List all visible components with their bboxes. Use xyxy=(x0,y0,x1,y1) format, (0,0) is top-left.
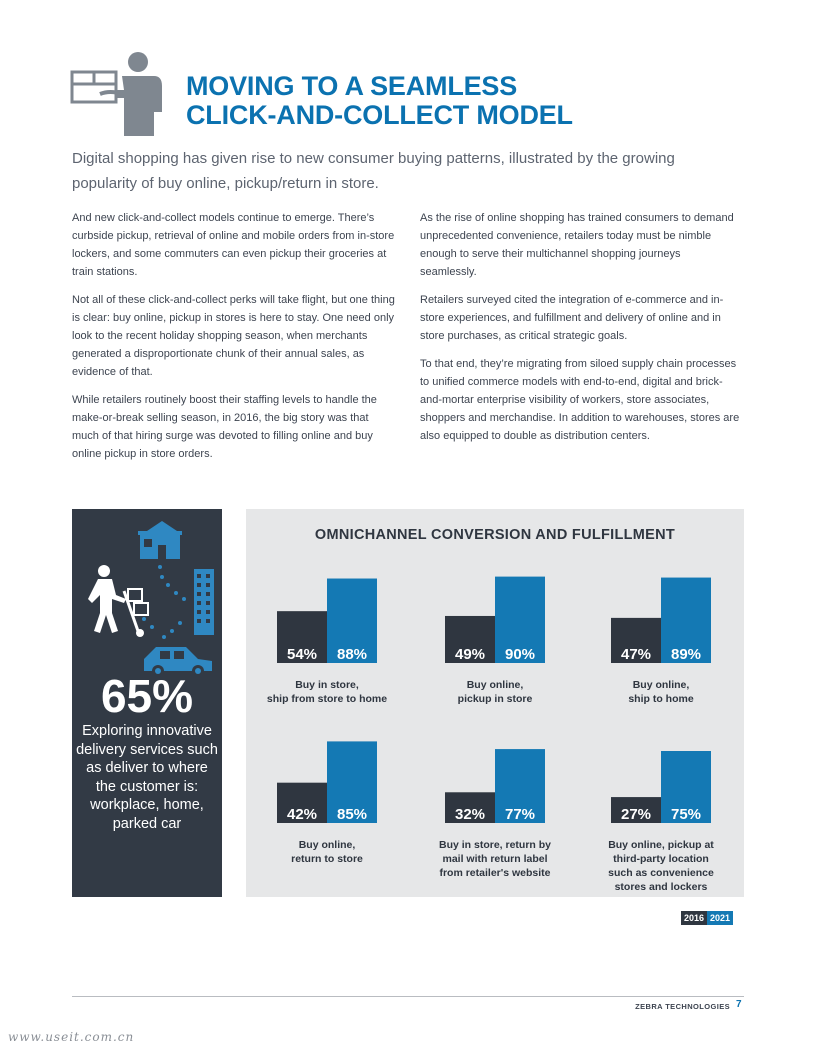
body-paragraph: Retailers surveyed cited the integration of e-commerce and in-store experiences, and fulfillment and delivery of online and in store purchases, as critical strategic goals. xyxy=(420,294,724,342)
data-label-2021-group-6: 75% xyxy=(670,806,702,823)
data-label-2016-group-1: 54% xyxy=(286,646,318,663)
body-column-left xyxy=(72,209,397,473)
body-paragraph: As the rise of online shopping has trained consumers to demand unprecedented convenience, retailers today must be nimble enough to serve their multichannel shopping journeys seamlessly. xyxy=(420,212,734,278)
category-label-group-4: Buy online, xyxy=(298,839,356,851)
category-label-group-1: ship from store to home xyxy=(266,693,388,705)
category-label-group-6: such as convenience xyxy=(608,867,714,879)
legend-item-2021: 2021 xyxy=(707,911,733,925)
delivery-illustration xyxy=(82,519,216,681)
body-paragraph: To that end, they’re migrating from siloed supply chain processes to unified commerce models with end-to-end, digital and brick-and-mortar enterprise visibility of workers, store associates, shoppers and merchandise. In addition to warehouses, stores are also equipped to double as distribution centers. xyxy=(420,358,740,442)
category-label-group-5: mail with return label xyxy=(442,853,548,865)
data-label-2021-group-1: 88% xyxy=(336,646,368,663)
category-label-group-4: return to store xyxy=(291,853,363,865)
data-label-2021-group-3: 89% xyxy=(670,646,702,663)
category-label-group-3: ship to home xyxy=(628,693,694,705)
body-paragraph: And new click-and-collect models continue to emerge. There’s curbside pickup, retrieval of online and mobile orders from in-store lockers, and some commuters can even pickup their groceries at train stations. xyxy=(72,212,395,278)
data-label-2016-group-6: 27% xyxy=(620,806,652,823)
category-label-group-6: Buy online, pickup at xyxy=(608,839,714,851)
house-icon xyxy=(138,521,182,559)
person-carrying-box-icon xyxy=(70,50,170,136)
data-label-2021-group-5: 77% xyxy=(504,806,536,823)
data-label-2016-group-3: 47% xyxy=(620,646,652,663)
data-label-2016-group-2: 49% xyxy=(454,646,486,663)
stat-value: 65% xyxy=(100,670,194,722)
category-label-group-6: third-party location xyxy=(613,853,709,865)
page-number: 7 xyxy=(736,999,742,1010)
stat-caption: Exploring innovative delivery services such as deliver to where the customer is: workplace, home, parked car xyxy=(76,723,218,832)
footer-divider xyxy=(72,996,744,997)
category-label-group-3: Buy online, xyxy=(632,679,690,691)
omnichannel-bar-chart xyxy=(246,509,744,897)
data-label-2021-group-4: 85% xyxy=(336,806,368,823)
body-column-right xyxy=(420,209,740,455)
building-icon xyxy=(194,569,214,635)
category-label-group-5: from retailer's website xyxy=(439,867,551,879)
footer-brand: ZEBRA TECHNOLOGIES xyxy=(635,1002,730,1011)
data-label-2021-group-2: 90% xyxy=(504,646,536,663)
body-paragraph: Not all of these click-and-collect perks will take flight, but one thing is clear: buy online, pickup in stores is here to stay. One need only look to the recent holiday shopping season, when merchants generated a disproportionate chunk of their annual sales, as evidence of that. xyxy=(72,294,395,378)
category-label-group-2: pickup in store xyxy=(457,693,533,705)
chart-legend xyxy=(681,911,733,925)
category-label-group-6: stores and lockers xyxy=(614,881,708,893)
delivery-person-icon xyxy=(88,565,148,637)
data-label-2016-group-5: 32% xyxy=(454,806,486,823)
body-paragraph: While retailers routinely boost their staffing levels to handle the make-or-break selling season, in 2016, the big story was that much of that hiring surge was devoted to filling online and buy online pickup in store orders. xyxy=(72,394,377,460)
category-label-group-2: Buy online, xyxy=(466,679,524,691)
data-label-2016-group-4: 42% xyxy=(286,806,318,823)
chart-title: OMNICHANNEL CONVERSION AND FULFILLMENT xyxy=(314,527,676,543)
page-title-line-2: CLICK-AND-COLLECT MODEL xyxy=(186,100,573,130)
page-title-line-1: MOVING TO A SEAMLESS xyxy=(186,71,518,101)
category-label-group-5: Buy in store, return by xyxy=(438,839,552,851)
lede-paragraph: Digital shopping has given rise to new consumer buying patterns, illustrated by the growing popularity of buy online, pickup/return in store. xyxy=(72,150,675,192)
legend-item-2016: 2016 xyxy=(681,911,707,925)
category-label-group-1: Buy in store, xyxy=(295,679,359,691)
page-title xyxy=(186,72,746,130)
watermark: www.useit.com.cn xyxy=(8,1030,135,1044)
